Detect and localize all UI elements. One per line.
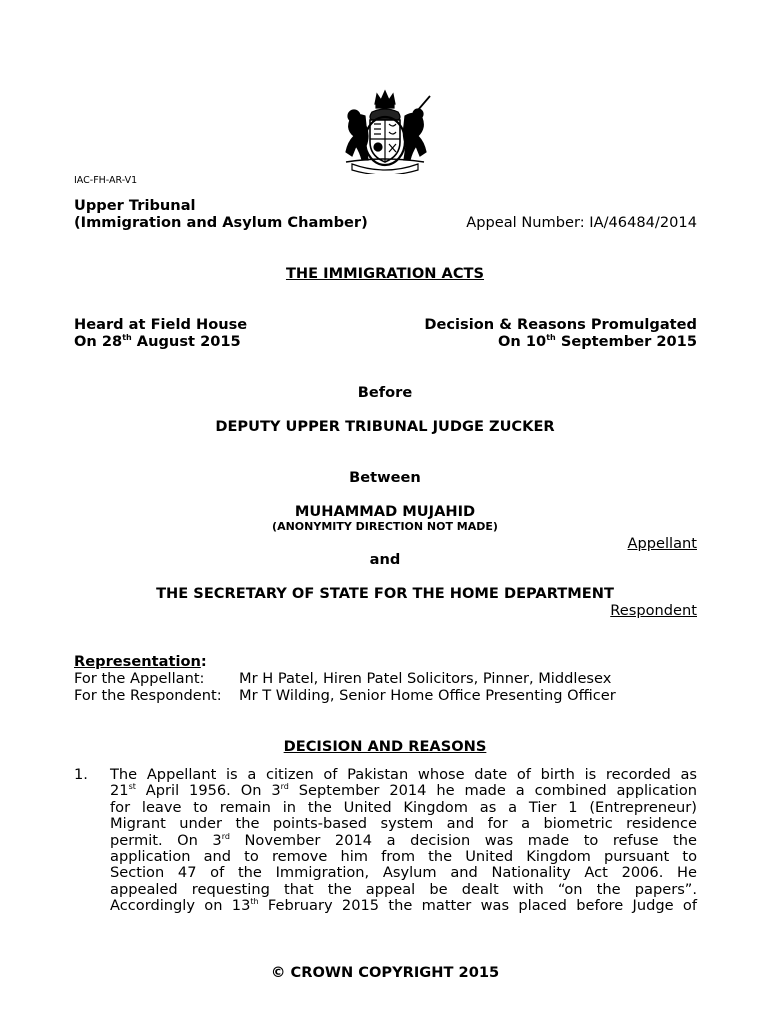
form-code: IAC-FH-AR-V1 [74,175,138,186]
footer-copyright: © CROWN COPYRIGHT 2015 [270,964,500,981]
appellant-name: MUHAMMAD MUJAHID [294,503,476,520]
document-title: THE IMMIGRATION ACTS [285,265,485,282]
hearing-place: Heard at Field House [74,316,248,333]
respondent-rep-value: Mr T Wilding, Senior Home Office Presenting Officer [239,687,616,704]
judge-name: DEPUTY UPPER TRIBUNAL JUDGE ZUCKER [215,418,555,435]
appellant-rep-label: For the Appellant: [74,670,205,687]
before-label: Before [357,384,413,401]
representation-heading: Representation: [74,653,207,670]
tribunal-chamber: (Immigration and Asylum Chamber) [74,214,368,231]
anonymity-note: (ANONYMITY DIRECTION NOT MADE) [272,520,498,533]
hearing-date: On 28th August 2015 [74,333,241,350]
tribunal-name: Upper Tribunal [74,197,196,214]
appellant-rep-value: Mr H Patel, Hiren Patel Solicitors, Pinner, Middlesex [239,670,612,687]
royal-coat-of-arms-emblem [332,86,438,174]
respondent-role: Respondent [610,602,697,619]
promulgated-label: Decision & Reasons Promulgated [424,316,697,333]
decision-heading: DECISION AND REASONS [283,738,487,755]
paragraph-body: The Appellant is a citizen of Pakistan whose date of birth is recorded as 21st April 1956. On 3rd September 2014 he made a combined application for leave to remain in the United Kingdom as a Tier 1 (Entrepreneur) Migrant under the points-based system and for a biometric residence permit. On 3rd November 2014 a decision was made to refuse the application and to remove him from the United Kingdom pursuant to Section 47 of the Immigration, Asylum and Nationality Act 2006. He appealed requesting that the appeal be dealt with “on the papers”. Accordingly on 13th February 2015 the matter was placed before Judge of [110,766,697,915]
paragraph-number: 1. [74,766,88,783]
between-label: Between [349,469,421,486]
and-label: and [369,551,401,568]
respondent-rep-label: For the Respondent: [74,687,222,704]
appeal-number: Appeal Number: IA/46484/2014 [466,214,697,231]
promulgated-date: On 10th September 2015 [498,333,697,350]
appellant-role: Appellant [627,535,697,552]
respondent-name: THE SECRETARY OF STATE FOR THE HOME DEPARTMENT [156,585,614,602]
